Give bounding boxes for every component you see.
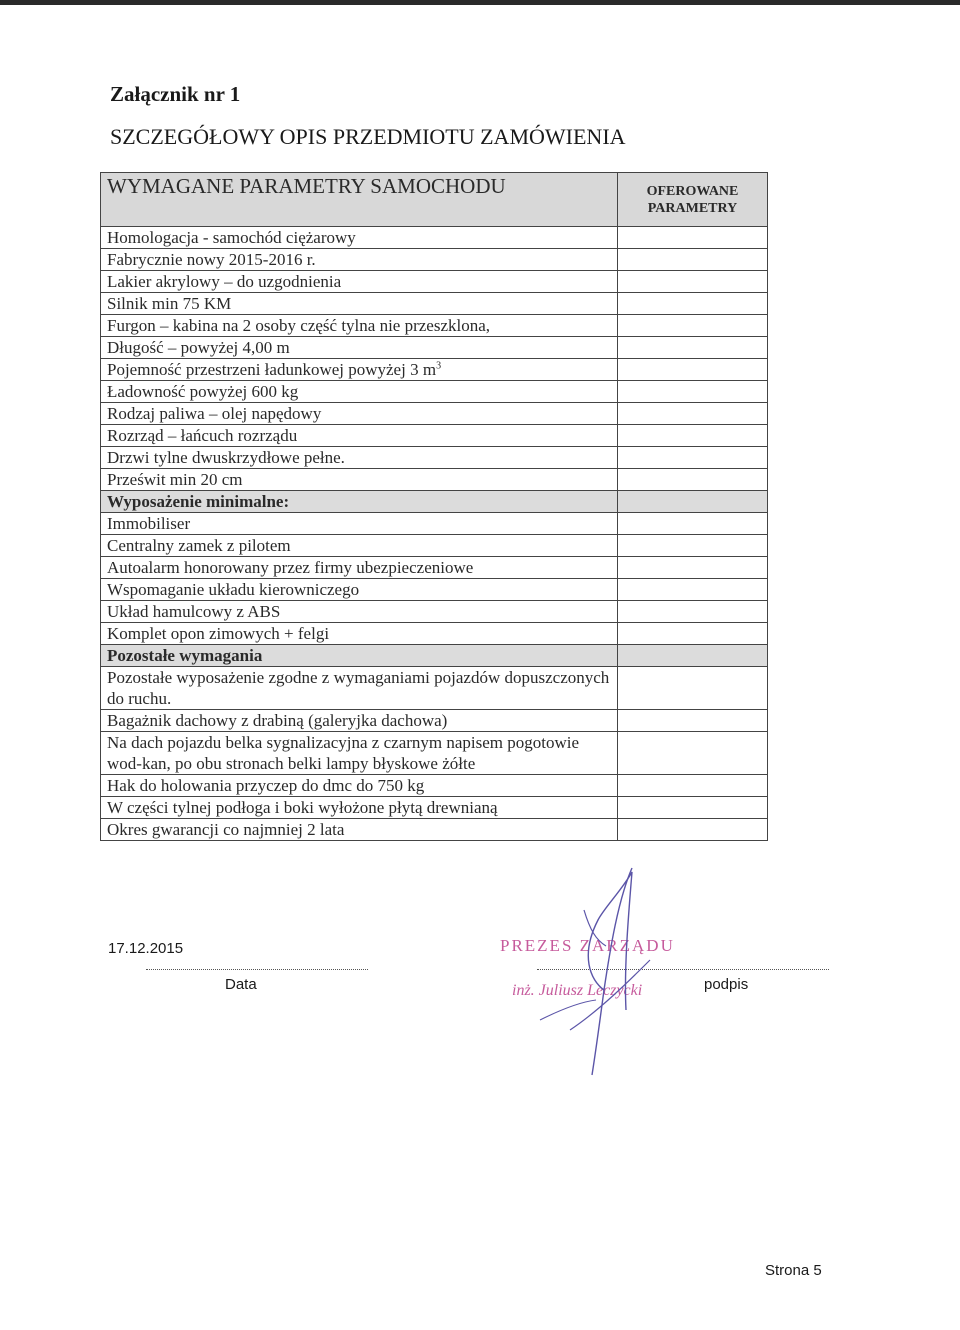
- offered-value-cell[interactable]: [618, 797, 768, 819]
- requirement-text: Fabrycznie nowy 2015-2016 r.: [107, 250, 316, 269]
- table-row: [101, 513, 768, 535]
- offered-value-cell[interactable]: [618, 491, 768, 513]
- date-dotted-line: [146, 968, 368, 970]
- requirement-text: Lakier akrylowy – do uzgodnienia: [107, 272, 342, 291]
- requirement-cell: [101, 271, 618, 293]
- annex-label: Załącznik nr 1: [110, 82, 241, 106]
- requirement-cell: [101, 315, 618, 337]
- table-row: [101, 293, 768, 315]
- requirement-text: Wspomaganie układu kierowniczego: [107, 580, 360, 599]
- requirement-text: Homologacja - samochód ciężarowy: [107, 228, 356, 247]
- offered-value-cell[interactable]: [618, 623, 768, 645]
- table-row: [101, 337, 768, 359]
- requirement-text: Silnik min 75 KM: [107, 294, 232, 313]
- requirement-text: Wyposażenie minimalne:: [107, 492, 290, 511]
- offered-value-cell[interactable]: [618, 579, 768, 601]
- offered-value-cell[interactable]: [618, 337, 768, 359]
- offered-value-cell[interactable]: [618, 732, 768, 775]
- page-number: Strona 5: [765, 1262, 822, 1279]
- offered-value-cell[interactable]: [618, 710, 768, 732]
- requirement-cell: [101, 249, 618, 271]
- date-value: 17.12.2015: [108, 940, 184, 957]
- requirement-text: Furgon – kabina na 2 osoby część tylna nie przeszklona,: [107, 316, 491, 335]
- offered-value-cell[interactable]: [618, 227, 768, 249]
- requirement-cell: [101, 535, 618, 557]
- requirement-cell: [101, 447, 618, 469]
- table-row: [101, 557, 768, 579]
- offered-value-cell[interactable]: [618, 667, 768, 710]
- table-row: [101, 819, 768, 841]
- date-label: Data: [225, 976, 257, 993]
- section-title: [101, 491, 618, 513]
- offered-value-cell[interactable]: [618, 601, 768, 623]
- requirement-cell: [101, 819, 618, 841]
- header-offered-parameters: OFEROWANE PARAMETRY: [618, 173, 768, 227]
- requirement-text: Układ hamulcowy z ABS: [107, 602, 281, 621]
- offered-value-cell[interactable]: [618, 425, 768, 447]
- signature-label: podpis: [704, 976, 749, 993]
- requirement-cell: [101, 359, 618, 381]
- offered-value-cell[interactable]: [618, 249, 768, 271]
- table-row: [101, 315, 768, 337]
- requirement-cell: [101, 227, 618, 249]
- table-row: [101, 249, 768, 271]
- requirement-cell: [101, 775, 618, 797]
- parameters-table: [100, 172, 768, 841]
- requirement-text: Ładowność powyżej 600 kg: [107, 382, 299, 401]
- requirement-cell: [101, 601, 618, 623]
- section-title: [101, 645, 618, 667]
- offered-value-cell[interactable]: [618, 359, 768, 381]
- requirement-text: Bagażnik dachowy z drabiną (galeryjka dachowa): [107, 711, 448, 730]
- requirement-text: Pozostałe wyposażenie zgodne z wymaganiami pojazdów dopuszczonych do ruchu.: [107, 668, 610, 708]
- requirement-text: Immobiliser: [107, 514, 191, 533]
- offered-value-cell[interactable]: [618, 469, 768, 491]
- requirement-text: Pojemność przestrzeni ładunkowej powyżej 3 m: [107, 360, 437, 379]
- requirement-cell: [101, 732, 618, 775]
- offered-value-cell[interactable]: [618, 775, 768, 797]
- requirement-cell: [101, 557, 618, 579]
- requirement-text: Rodzaj paliwa – olej napędowy: [107, 404, 322, 423]
- requirement-text: Drzwi tylne dwuskrzydłowe pełne.: [107, 448, 345, 467]
- offered-value-cell[interactable]: [618, 557, 768, 579]
- table-row: [101, 775, 768, 797]
- table-row: [101, 227, 768, 249]
- table-row: [101, 797, 768, 819]
- requirement-cell: [101, 623, 618, 645]
- table-row: [101, 732, 768, 775]
- offered-value-cell[interactable]: [618, 645, 768, 667]
- table-row: [101, 667, 768, 710]
- table-header-row: [101, 173, 768, 227]
- table-row: [101, 623, 768, 645]
- table-row: [101, 381, 768, 403]
- table-row: [101, 601, 768, 623]
- requirement-cell: [101, 293, 618, 315]
- requirement-text: Rozrząd – łańcuch rozrządu: [107, 426, 298, 445]
- requirement-cell: [101, 710, 618, 732]
- table-row: [101, 535, 768, 557]
- offered-value-cell[interactable]: [618, 381, 768, 403]
- header-required-parameters: WYMAGANE PARAMETRY SAMOCHODU: [101, 173, 618, 227]
- requirement-cell: [101, 469, 618, 491]
- table-row: [101, 710, 768, 732]
- requirement-cell: [101, 425, 618, 447]
- requirement-cell: [101, 513, 618, 535]
- table-row: [101, 403, 768, 425]
- requirement-text: Okres gwarancji co najmniej 2 lata: [107, 820, 345, 839]
- table-row: [101, 425, 768, 447]
- handwritten-signature-icon: [500, 860, 700, 1110]
- requirement-text: Komplet opon zimowych + felgi: [107, 624, 330, 643]
- document-title: SZCZEGÓŁOWY OPIS PRZEDMIOTU ZAMÓWIENIA: [110, 124, 626, 149]
- requirement-text: Prześwit min 20 cm: [107, 470, 243, 489]
- offered-value-cell[interactable]: [618, 513, 768, 535]
- requirement-text: Centralny zamek z pilotem: [107, 536, 291, 555]
- offered-value-cell[interactable]: [618, 403, 768, 425]
- stamp-name: inż. Juliusz Leczycki: [512, 982, 643, 999]
- requirement-cell: [101, 337, 618, 359]
- superscript: 3: [436, 360, 442, 372]
- requirement-cell: [101, 403, 618, 425]
- section-header-row: [101, 491, 768, 513]
- section-header-row: [101, 645, 768, 667]
- offered-value-cell[interactable]: [618, 315, 768, 337]
- requirement-text: W części tylnej podłoga i boki wyłożone płytą drewnianą: [107, 798, 498, 817]
- requirement-text: Na dach pojazdu belka sygnalizacyjna z czarnym napisem pogotowie wod-kan, po obu stronach belki lampy błyskowe żółte: [107, 733, 580, 773]
- requirement-text: Długość – powyżej 4,00 m: [107, 338, 290, 357]
- requirement-text: Autoalarm honorowany przez firmy ubezpieczeniowe: [107, 558, 474, 577]
- offered-value-cell[interactable]: [618, 535, 768, 557]
- scan-top-edge: [0, 0, 960, 5]
- requirement-cell: [101, 579, 618, 601]
- requirement-cell: [101, 667, 618, 710]
- table-row: [101, 359, 768, 381]
- stamp-title: PREZES ZARZĄDU: [500, 936, 675, 955]
- requirement-cell: [101, 381, 618, 403]
- offered-value-cell[interactable]: [618, 293, 768, 315]
- offered-value-cell[interactable]: [618, 447, 768, 469]
- table-row: [101, 271, 768, 293]
- table-row: [101, 469, 768, 491]
- requirement-text: Hak do holowania przyczep do dmc do 750 kg: [107, 776, 425, 795]
- offered-value-cell[interactable]: [618, 271, 768, 293]
- requirement-text: Pozostałe wymagania: [107, 646, 263, 665]
- offered-value-cell[interactable]: [618, 819, 768, 841]
- table-row: [101, 447, 768, 469]
- requirement-cell: [101, 797, 618, 819]
- table-row: [101, 579, 768, 601]
